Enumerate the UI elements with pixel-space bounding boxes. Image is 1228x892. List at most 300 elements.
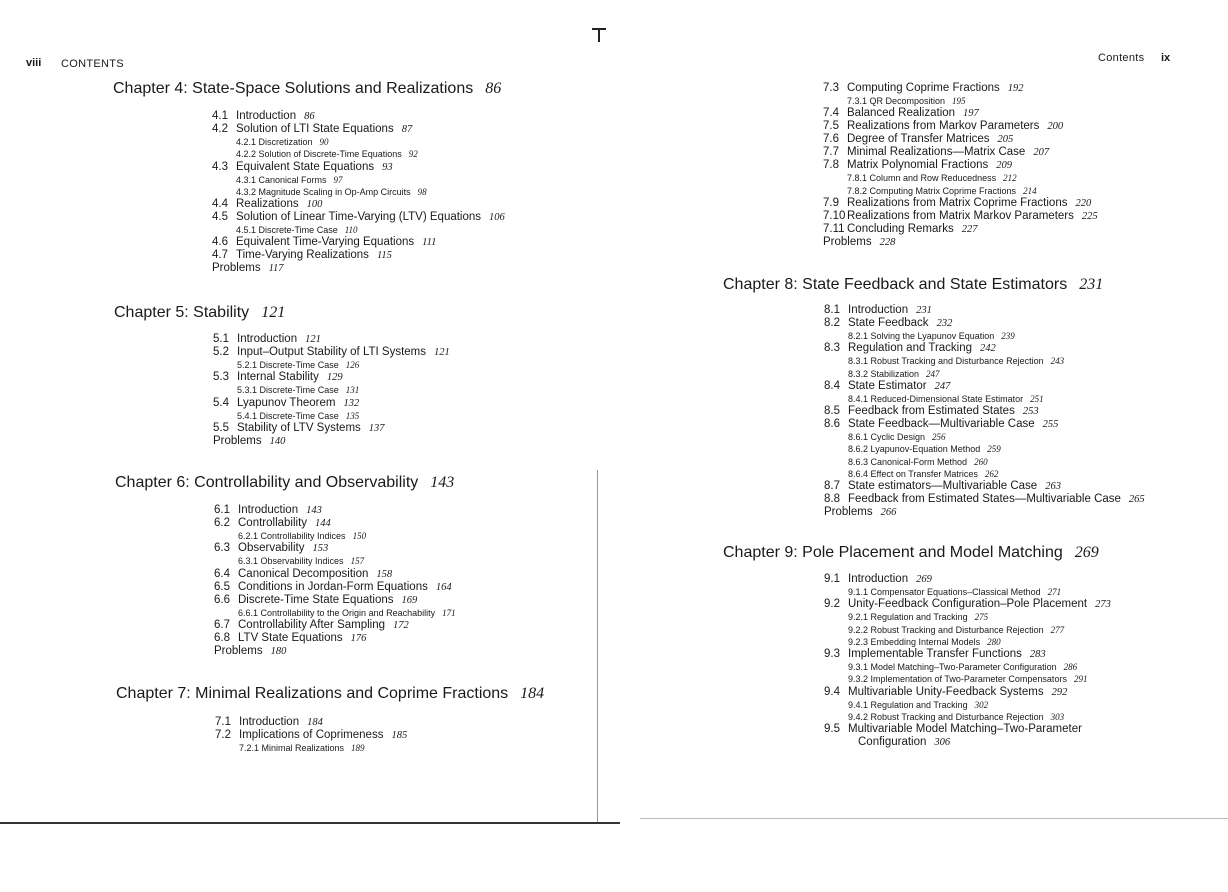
entry-title: Implications of Coprimeness [239, 729, 384, 741]
entry-page: 251 [1030, 393, 1044, 404]
entry-page: 185 [391, 730, 408, 741]
section-number: 8.6 [824, 418, 840, 431]
toc-section [823, 146, 1098, 159]
section-number: 8.7 [824, 480, 840, 493]
toc-list [215, 716, 407, 754]
entry-title: 5.4.1 Discrete-Time Case [237, 410, 339, 421]
section-number: 7.1 [215, 716, 231, 728]
entry-page: 195 [952, 96, 966, 106]
entry-title: Configuration [858, 736, 927, 749]
entry-page: 192 [1007, 83, 1024, 94]
entry-page: 131 [345, 385, 360, 396]
left-running-head: CONTENTS [61, 58, 124, 70]
entry-title: Solution of Linear Time-Varying (LTV) Equations [236, 211, 482, 224]
section-number: 6.1 [214, 504, 230, 516]
entry-title: Introduction [236, 110, 297, 122]
entry-title: Problems [824, 506, 873, 519]
entry-page: 283 [1029, 649, 1046, 661]
entry-page: 111 [422, 237, 437, 249]
toc-section [214, 619, 456, 632]
chapter-title: Chapter 9: Pole Placement and Model Matching [723, 544, 1063, 561]
toc-list [212, 110, 505, 275]
entry-title: Realizations [236, 198, 299, 211]
entry-page: 263 [1045, 481, 1061, 493]
toc-section [823, 82, 1098, 95]
entry-page: 266 [880, 507, 897, 519]
entry-page: 256 [932, 432, 946, 443]
chapter-page: 184 [520, 685, 545, 702]
entry-page: 259 [987, 444, 1001, 455]
chapter-page: 86 [485, 80, 502, 97]
toc-section [212, 110, 505, 123]
entry-page: 144 [315, 518, 331, 529]
entry-page: 239 [1001, 331, 1015, 341]
section-number: 7.8 [823, 159, 839, 172]
section-number: 6.2 [214, 517, 230, 529]
toc-section [213, 346, 450, 359]
entry-page: 253 [1022, 406, 1039, 418]
entry-page: 106 [489, 212, 505, 224]
section-number: 5.4 [213, 396, 229, 409]
section-number: 7.11 [823, 222, 845, 235]
entry-title: 8.2.1 Solving the Lyapunov Equation [848, 331, 995, 341]
toc-section [215, 729, 407, 742]
entry-title: Input–Output Stability of LTI Systems [237, 346, 426, 358]
entry-title: Controllability After Sampling [238, 618, 386, 631]
toc-subsection [212, 136, 505, 148]
toc-list [214, 504, 456, 658]
entry-title: 8.6.2 Lyapunov-Equation Method [848, 444, 981, 455]
toc-list [213, 333, 450, 448]
section-number: 7.10 [823, 209, 846, 222]
chapter-heading [116, 685, 544, 703]
entry-page: 137 [368, 422, 385, 434]
toc-section [824, 493, 1145, 506]
entry-title: Feedback from Estimated States [848, 405, 1015, 418]
entry-title: Introduction [848, 573, 909, 585]
entry-title: 9.2.3 Embedding Internal Models [848, 636, 981, 647]
toc-section [213, 397, 450, 410]
entry-title: 5.2.1 Discrete-Time Case [237, 360, 339, 370]
entry-page: 280 [987, 636, 1001, 647]
toc-subsection [212, 174, 505, 186]
section-number: 5.2 [213, 346, 229, 358]
toc-problems [214, 645, 456, 658]
toc-section [824, 736, 1111, 749]
toc-section [213, 371, 450, 384]
entry-page: 243 [1050, 356, 1065, 367]
entry-title: Internal Stability [237, 371, 319, 384]
entry-page: 265 [1128, 494, 1145, 506]
entry-page: 255 [1042, 419, 1059, 431]
toc-subsection [214, 555, 456, 567]
toc-subsection [824, 468, 1145, 480]
entry-title: Equivalent State Equations [236, 160, 375, 173]
section-number: 7.2 [215, 729, 231, 741]
toc-section [214, 504, 456, 517]
entry-title: 8.6.3 Canonical-Form Method [848, 456, 968, 467]
section-number: 8.2 [824, 317, 840, 329]
toc-section [824, 418, 1145, 431]
toc-section [823, 223, 1098, 236]
toc-subsection [214, 530, 456, 542]
entry-page: 292 [1051, 686, 1068, 698]
section-number: 8.3 [824, 342, 840, 355]
entry-title: Canonical Decomposition [238, 567, 369, 580]
entry-page: 132 [343, 397, 360, 409]
chapter-page: 143 [430, 474, 455, 491]
section-number: 4.3 [212, 160, 228, 173]
entry-title: Introduction [238, 504, 299, 516]
entry-title: 7.8.1 Column and Row Reducedness [847, 173, 997, 184]
chapter-heading [115, 474, 454, 492]
section-number: 8.1 [824, 304, 840, 316]
entry-page: 184 [307, 717, 323, 728]
toc-list-continued [823, 82, 1098, 249]
entry-title: 9.1.1 Compensator Equations–Classical Method [848, 587, 1041, 597]
section-number: 5.1 [213, 333, 229, 345]
entry-title: 7.3.1 QR Decomposition [847, 96, 946, 106]
chapter-heading [114, 304, 285, 322]
toc-subsection [824, 611, 1111, 623]
entry-page: 231 [916, 305, 932, 316]
section-number: 9.4 [824, 685, 840, 698]
section-number: 4.2 [212, 123, 228, 135]
section-number: 9.2 [824, 598, 840, 611]
entry-title: 4.2.1 Discretization [236, 137, 313, 147]
toc-section [214, 581, 456, 594]
section-number: 7.5 [823, 120, 839, 133]
toc-section [824, 480, 1145, 493]
entry-page: 277 [1050, 624, 1065, 635]
entry-title: Introduction [239, 716, 300, 728]
toc-subsection [213, 359, 450, 371]
chapter-heading [723, 276, 1103, 294]
toc-subsection [824, 393, 1145, 405]
entry-title: 8.3.1 Robust Tracking and Disturbance Rejection [848, 356, 1044, 367]
toc-section [824, 342, 1145, 355]
section-number: 6.5 [214, 580, 230, 593]
entry-title: 5.3.1 Discrete-Time Case [237, 385, 339, 396]
entry-page: 90 [319, 137, 329, 147]
toc-subsection [824, 636, 1111, 648]
entry-title: Lyapunov Theorem [237, 396, 336, 409]
toc-subsection [824, 355, 1145, 367]
toc-section [214, 542, 456, 555]
toc-section [823, 159, 1098, 172]
entry-page: 269 [916, 574, 932, 585]
toc-section [212, 211, 505, 224]
toc-section [212, 161, 505, 174]
entry-title: State Feedback [848, 317, 929, 329]
entry-title: 6.3.1 Observability Indices [238, 556, 344, 567]
entry-title: Introduction [237, 333, 298, 345]
toc-subsection [213, 410, 450, 422]
toc-section [215, 716, 407, 729]
gutter-line [597, 470, 598, 822]
section-number: 8.5 [824, 405, 840, 418]
entry-page: 129 [326, 372, 343, 384]
toc-subsection [823, 185, 1098, 197]
entry-page: 302 [974, 699, 989, 710]
entry-page: 97 [333, 174, 343, 185]
toc-subsection [214, 607, 456, 619]
toc-subsection [824, 368, 1145, 380]
entry-title: State estimators—Multivariable Case [848, 480, 1038, 493]
toc-section [824, 317, 1145, 330]
bottom-edge-left [0, 822, 620, 824]
toc-section [824, 380, 1145, 393]
toc-subsection [215, 742, 407, 754]
entry-title: Solution of LTI State Equations [236, 123, 394, 135]
toc-section [212, 123, 505, 136]
section-number: 4.6 [212, 236, 228, 249]
entry-page: 273 [1095, 599, 1111, 611]
entry-page: 176 [350, 632, 367, 644]
entry-page: 227 [961, 223, 978, 235]
entry-page: 205 [997, 134, 1014, 146]
entry-page: 121 [305, 334, 321, 345]
entry-page: 271 [1047, 587, 1062, 597]
entry-title: 8.4.1 Reduced-Dimensional State Estimator [848, 393, 1024, 404]
entry-title: 6.2.1 Controllability Indices [238, 531, 346, 541]
toc-section [214, 632, 456, 645]
entry-title: 4.2.2 Solution of Discrete-Time Equations [236, 149, 402, 160]
entry-title: Regulation and Tracking [848, 342, 973, 355]
toc-subsection [212, 224, 505, 236]
chapter-page: 121 [261, 304, 286, 321]
toc-section [824, 723, 1111, 736]
section-number: 5.5 [213, 421, 229, 434]
chapter-title: Chapter 5: Stability [114, 304, 250, 321]
entry-page: 143 [306, 505, 322, 516]
entry-title: 9.4.2 Robust Tracking and Disturbance Rejection [848, 712, 1044, 723]
bottom-edge-right [640, 818, 1228, 819]
toc-problems [824, 506, 1145, 519]
entry-page: 228 [879, 236, 896, 248]
entry-title: 4.5.1 Discrete-Time Case [236, 225, 338, 236]
toc-subsection [824, 673, 1111, 685]
toc-subsection [824, 699, 1111, 711]
entry-page: 262 [984, 469, 999, 480]
entry-title: 8.6.4 Effect on Transfer Matrices [848, 469, 978, 480]
toc-section [823, 210, 1098, 223]
toc-subsection [824, 443, 1145, 455]
entry-title: Balanced Realization [847, 107, 956, 120]
toc-section [823, 120, 1098, 133]
entry-page: 260 [974, 456, 988, 467]
entry-page: 87 [401, 124, 413, 135]
left-page-number: viii [26, 57, 42, 69]
entry-title: Feedback from Estimated States—Multivariable Case [848, 493, 1121, 506]
entry-title: Degree of Transfer Matrices [847, 133, 990, 146]
section-number: 4.7 [212, 249, 228, 262]
toc-subsection [824, 330, 1145, 342]
toc-section [824, 405, 1145, 418]
entry-page: 214 [1023, 185, 1037, 196]
toc-section [824, 648, 1111, 661]
entry-title: 7.8.2 Computing Matrix Coprime Fractions [847, 185, 1017, 196]
entry-page: 286 [1063, 662, 1078, 673]
entry-title: 9.2.1 Regulation and Tracking [848, 612, 968, 623]
entry-title: Multivariable Model Matching–Two-Parameter [848, 723, 1082, 736]
entry-title: Matrix Polynomial Fractions [847, 159, 989, 172]
section-number: 7.3 [823, 82, 839, 94]
toc-section [213, 422, 450, 435]
entry-page: 158 [376, 568, 393, 580]
toc-section [824, 686, 1111, 699]
section-number: 8.4 [824, 379, 840, 392]
entry-page: 306 [934, 737, 951, 749]
entry-title: Implementable Transfer Functions [848, 648, 1022, 661]
entry-page: 98 [417, 186, 427, 197]
entry-title: 8.6.1 Cyclic Design [848, 432, 926, 443]
entry-page: 86 [304, 111, 315, 122]
right-running-head: Contents [1098, 52, 1145, 64]
entry-page: 232 [936, 318, 953, 329]
entry-title: 9.3.2 Implementation of Two-Parameter Compensators [848, 674, 1067, 685]
toc-subsection [824, 586, 1111, 598]
entry-title: Unity-Feedback Configuration–Pole Placement [848, 598, 1088, 611]
entry-page: 209 [996, 160, 1012, 172]
entry-page: 225 [1081, 210, 1098, 222]
entry-title: Problems [212, 262, 261, 275]
entry-title: 8.3.2 Stabilization [848, 368, 920, 379]
toc-subsection [824, 624, 1111, 636]
entry-title: Discrete-Time State Equations [238, 593, 394, 606]
entry-page: 189 [351, 743, 365, 753]
entry-title: Problems [213, 434, 262, 447]
entry-page: 110 [344, 225, 358, 236]
entry-page: 92 [408, 149, 418, 160]
entry-title: 4.3.1 Canonical Forms [236, 174, 327, 185]
chapter-heading [723, 544, 1099, 562]
section-number: 9.1 [824, 573, 840, 585]
toc-section [212, 198, 505, 211]
entry-page: 242 [980, 343, 996, 355]
chapter-title: Chapter 4: State-Space Solutions and Realizations [113, 80, 474, 97]
toc-subsection [823, 95, 1098, 107]
section-number: 7.7 [823, 146, 839, 159]
entry-title: State Estimator [848, 379, 927, 392]
entry-page: 247 [926, 368, 940, 379]
entry-page: 153 [312, 543, 329, 555]
entry-title: Concluding Remarks [847, 222, 954, 235]
entry-page: 180 [270, 645, 287, 657]
entry-title: 9.2.2 Robust Tracking and Disturbance Rejection [848, 624, 1044, 635]
toc-list [824, 304, 1145, 519]
toc-section [824, 304, 1145, 317]
entry-title: Controllability [238, 517, 308, 529]
entry-page: 291 [1073, 674, 1088, 685]
binding-mark-stem [598, 28, 600, 42]
toc-subsection [212, 148, 505, 160]
entry-page: 126 [345, 360, 360, 370]
toc-section [214, 568, 456, 581]
entry-title: Multivariable Unity-Feedback Systems [848, 685, 1044, 698]
section-number: 6.8 [214, 631, 230, 644]
entry-page: 121 [434, 347, 450, 358]
entry-page: 207 [1033, 147, 1050, 159]
toc-subsection [824, 711, 1111, 723]
entry-page: 172 [393, 619, 409, 631]
toc-section [214, 517, 456, 530]
section-number: 6.4 [214, 567, 230, 580]
section-number: 4.4 [212, 198, 228, 211]
toc-subsection [824, 661, 1111, 673]
entry-page: 171 [442, 607, 456, 618]
chapter-heading [113, 80, 501, 98]
toc-section [212, 249, 505, 262]
entry-page: 220 [1075, 197, 1092, 209]
entry-page: 197 [963, 108, 979, 120]
section-number: 7.9 [823, 196, 839, 209]
entry-title: Computing Coprime Fractions [847, 82, 1000, 94]
entry-page: 303 [1050, 712, 1065, 723]
toc-subsection [824, 456, 1145, 468]
entry-page: 135 [345, 410, 360, 421]
toc-subsection [824, 431, 1145, 443]
entry-page: 93 [382, 161, 393, 173]
entry-title: State Feedback—Multivariable Case [848, 418, 1035, 431]
entry-page: 169 [401, 594, 418, 606]
entry-title: Introduction [848, 304, 909, 316]
entry-title: 9.4.1 Regulation and Tracking [848, 699, 968, 710]
toc-subsection [213, 384, 450, 396]
toc-section [823, 133, 1098, 146]
entry-title: Problems [823, 235, 872, 248]
section-number: 4.5 [212, 211, 228, 224]
entry-title: Time-Varying Realizations [236, 249, 369, 262]
toc-problems [212, 262, 505, 275]
entry-title: 4.3.2 Magnitude Scaling in Op-Amp Circuits [236, 186, 411, 197]
entry-title: Realizations from Matrix Coprime Fractions [847, 196, 1068, 209]
chapter-page: 231 [1079, 276, 1104, 293]
section-number: 6.7 [214, 618, 230, 631]
chapter-page: 269 [1074, 544, 1099, 561]
toc-problems [823, 236, 1098, 249]
entry-page: 275 [974, 612, 989, 623]
toc-section [214, 594, 456, 607]
right-page-number: ix [1161, 52, 1171, 64]
entry-title: Minimal Realizations—Matrix Case [847, 146, 1026, 159]
section-number: 9.5 [824, 723, 840, 736]
entry-title: 9.3.1 Model Matching–Two-Parameter Configuration [848, 662, 1057, 673]
entry-page: 140 [269, 435, 286, 447]
entry-page: 100 [306, 199, 323, 211]
entry-page: 212 [1003, 173, 1017, 184]
section-number: 8.8 [824, 493, 840, 506]
entry-page: 117 [268, 263, 284, 275]
toc-problems [213, 435, 450, 448]
section-number: 9.3 [824, 648, 840, 661]
toc-section [213, 333, 450, 346]
section-number: 6.6 [214, 593, 230, 606]
chapter-title: Chapter 6: Controllability and Observability [115, 474, 419, 491]
entry-title: Conditions in Jordan-Form Equations [238, 580, 428, 593]
entry-page: 150 [352, 531, 367, 541]
entry-title: Equivalent Time-Varying Equations [236, 236, 415, 249]
chapter-title: Chapter 8: State Feedback and State Estimators [723, 276, 1068, 293]
toc-section [823, 107, 1098, 120]
entry-title: 6.6.1 Controllability to the Origin and Reachability [238, 607, 436, 618]
entry-title: 7.2.1 Minimal Realizations [239, 743, 345, 753]
entry-page: 157 [350, 556, 365, 567]
section-number: 5.3 [213, 371, 229, 384]
section-number: 7.4 [823, 107, 839, 120]
toc-section [823, 197, 1098, 210]
toc-subsection [823, 172, 1098, 184]
